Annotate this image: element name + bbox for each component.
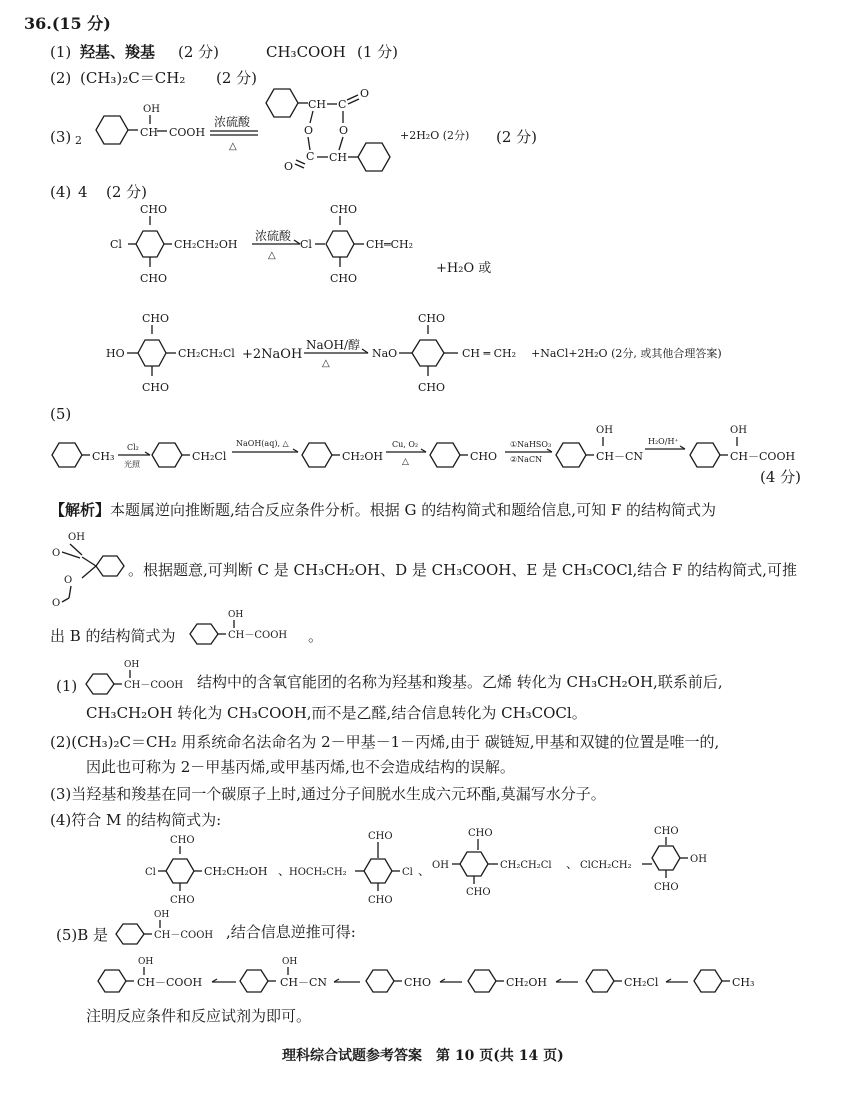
separator: 、 <box>278 864 291 878</box>
o-label: O <box>64 575 73 586</box>
naoh-label: +2NaOH <box>242 347 303 362</box>
step-label: CH－COOH <box>730 450 796 463</box>
condition-label: ②NaCN <box>510 455 543 464</box>
o-label: O <box>360 87 370 100</box>
explanation-text: 注明反应条件和反应试剂为即可。 <box>86 1007 312 1025</box>
condition-label: 浓硫酸 <box>255 229 292 243</box>
condition-label: △ <box>402 457 409 467</box>
cl-label: Cl <box>145 867 156 878</box>
o-label: O <box>284 160 294 173</box>
oh-label: OH <box>138 957 154 967</box>
product-side-label: CH═CH₂ <box>366 238 414 251</box>
cho-label: CHO <box>142 312 170 325</box>
answer-label: (3) <box>50 128 72 146</box>
analysis-tag: 【解析】 <box>50 501 111 519</box>
explanation-text: 结构中的含氧官能团的名称为羟基和羧基。乙烯 转化为 CH₃CH₂OH,联系前后, <box>197 673 723 691</box>
oh-label: OH <box>124 660 140 670</box>
cho-label: CHO <box>368 831 393 842</box>
answer-label: (1) <box>50 43 72 61</box>
o-label: O <box>52 598 61 609</box>
side-label: CH₂CH₂Cl <box>500 860 552 871</box>
o-label: O <box>339 124 349 137</box>
condition-label: 光照 <box>124 460 140 469</box>
cho-label: CHO <box>140 203 168 216</box>
condition-label: NaOH(aq), △ <box>236 439 289 448</box>
condition-label: Cu, O₂ <box>392 440 419 449</box>
benzene-ring <box>694 970 722 992</box>
oh-label: OH <box>690 854 707 865</box>
score: (1 分) <box>357 43 399 61</box>
benzene-ring <box>468 970 496 992</box>
ch-label: CH <box>308 98 327 111</box>
step-label: CH₂Cl <box>192 450 227 463</box>
oh-label: OH <box>432 860 449 871</box>
step-label: CHO <box>470 450 498 463</box>
side-label: CH－COOH <box>124 680 184 691</box>
answer-label: (1) <box>56 677 78 695</box>
explanation-text: ,结合信息逆推可得: <box>226 923 356 941</box>
analysis-text: 。 <box>308 627 324 645</box>
cho-label: CHO <box>654 826 679 837</box>
ho-label: HO <box>106 347 125 360</box>
step-label: CH₂Cl <box>624 976 659 989</box>
condition-label: H₂O/H⁺ <box>648 437 679 446</box>
side-label: CH－COOH <box>154 930 214 941</box>
cho-label: CHO <box>466 887 491 898</box>
step-label: CH₂OH <box>342 450 384 463</box>
explanation-text: (2)(CH₃)₂C＝CH₂ 用系统命名法命名为 2－甲基－1－丙烯,由于 碳链短,甲基和双键的位置是唯一的, <box>50 733 720 751</box>
benzene-ring <box>366 970 394 992</box>
analysis-text: 出 B 的结构简式为 <box>50 627 176 645</box>
o-label: O <box>52 548 61 559</box>
step-label: CH₃ <box>732 976 755 989</box>
cl-label: Cl <box>402 867 413 878</box>
benzene-ring <box>98 970 126 992</box>
cho-label: CHO <box>468 828 493 839</box>
cho-label: CHO <box>368 895 393 906</box>
cho-label: CHO <box>170 895 195 906</box>
analysis-text: 本题属逆向推断题,结合反应条件分析。根据 G 的结构简式和题给信息,可知 F 的结构简式为 <box>110 501 717 519</box>
water-or-label: +H₂O 或 <box>436 261 492 276</box>
heat-label: △ <box>268 250 276 261</box>
heat-label: △ <box>229 141 237 152</box>
explanation-text: CH₃CH₂OH 转化为 CH₃COOH,而不是乙醛,结合信息转化为 CH₃COCl。 <box>86 704 587 722</box>
page-footer: 理科综合试题参考答案 第 10 页(共 14 页) <box>282 1048 564 1064</box>
functional-groups: 羟基、羧基 <box>80 43 156 61</box>
step-label: CHO <box>404 976 432 989</box>
answer-label: (5) <box>50 405 72 423</box>
score: (2 分) <box>496 128 538 146</box>
cho-label: CHO <box>142 381 170 394</box>
benzene-ring <box>586 970 614 992</box>
condition-label: ①NaHSO₃ <box>510 440 552 449</box>
cho-label: CHO <box>170 835 195 846</box>
oh-label: OH <box>596 425 613 436</box>
analysis-text: 。根据题意,可判断 C 是 CH₃CH₂OH、D 是 CH₃COOH、E 是 CH₃COCl,结合 F 的结构简式,可推 <box>128 561 797 579</box>
explanation-3: (3)当羟基和羧基在同一个碳原子上时,通过分子间脱水生成六元环酯,莫漏写水分子。 <box>50 785 606 803</box>
water-label: +2H₂O (2分) <box>400 129 470 142</box>
tail-label: +NaCl+2H₂O (2分, 或其他合理答案) <box>531 347 722 360</box>
answer-label: (4) <box>50 183 72 201</box>
oh-label: OH <box>228 610 244 620</box>
condition-label: 浓硫酸 <box>214 115 251 129</box>
cho-label: CHO <box>140 272 168 285</box>
formula: (CH₃)₂C＝CH₂ <box>80 69 186 87</box>
explanation-4: (4)符合 M 的结构简式为: <box>50 811 222 829</box>
side-chain-label: CH₂CH₂Cl <box>178 347 235 360</box>
coefficient: 2 <box>75 134 82 147</box>
cl-label: Cl <box>300 238 312 251</box>
score: (2 分) <box>178 43 220 61</box>
cho-label: CHO <box>330 203 358 216</box>
side-label: ClCH₂CH₂ <box>580 860 632 871</box>
condition-label: NaOH/醇 <box>306 338 361 352</box>
ch-label: CH <box>329 151 348 164</box>
cooh-label: COOH <box>169 126 206 139</box>
separator: 、 <box>566 857 579 871</box>
c-label: C <box>338 98 347 111</box>
score: (2 分) <box>106 183 148 201</box>
oh-label: OH <box>730 425 747 436</box>
oh-label: OH <box>282 957 298 967</box>
explanation-text: (5)B 是 <box>56 926 109 944</box>
oh-label: OH <box>143 104 160 115</box>
ch-label: CH <box>140 126 159 139</box>
oh-label: OH <box>154 910 170 920</box>
step-label: CH₂OH <box>506 976 548 989</box>
answer-value: 4 <box>78 183 88 201</box>
cl-label: Cl <box>110 238 122 251</box>
benzene-ring <box>240 970 268 992</box>
formula: CH₃COOH <box>266 43 346 61</box>
product-side-label: CH ═ CH₂ <box>462 347 517 360</box>
separator: 、 <box>418 864 431 878</box>
step-label: CH－CN <box>596 450 644 463</box>
step-label: CH－CN <box>280 976 328 989</box>
side-chain-label: CH₂CH₂OH <box>174 238 238 251</box>
explanation-text: 因此也可称为 2－甲基丙烯,或甲基丙烯,也不会造成结构的误解。 <box>86 758 515 776</box>
question-number: 36.(15 分) <box>24 14 111 33</box>
score: (2 分) <box>216 69 258 87</box>
answer-label: (2) <box>50 69 72 87</box>
cho-label: CHO <box>330 272 358 285</box>
step-label: CH－COOH <box>137 976 203 989</box>
c-label: C <box>306 150 315 163</box>
heat-label: △ <box>322 358 330 369</box>
step-label: CH₃ <box>92 450 115 463</box>
side-label: CH－COOH <box>228 630 288 641</box>
cho-label: CHO <box>654 882 679 893</box>
score: (4 分) <box>760 468 802 486</box>
nao-label: NaO <box>372 347 398 360</box>
oh-label: OH <box>68 532 85 543</box>
cho-label: CHO <box>418 381 446 394</box>
cho-label: CHO <box>418 312 446 325</box>
side-label: CH₂CH₂OH <box>204 865 268 878</box>
o-label: O <box>304 124 314 137</box>
condition-label: Cl₂ <box>127 443 139 452</box>
side-label: HOCH₂CH₂ <box>289 867 347 878</box>
